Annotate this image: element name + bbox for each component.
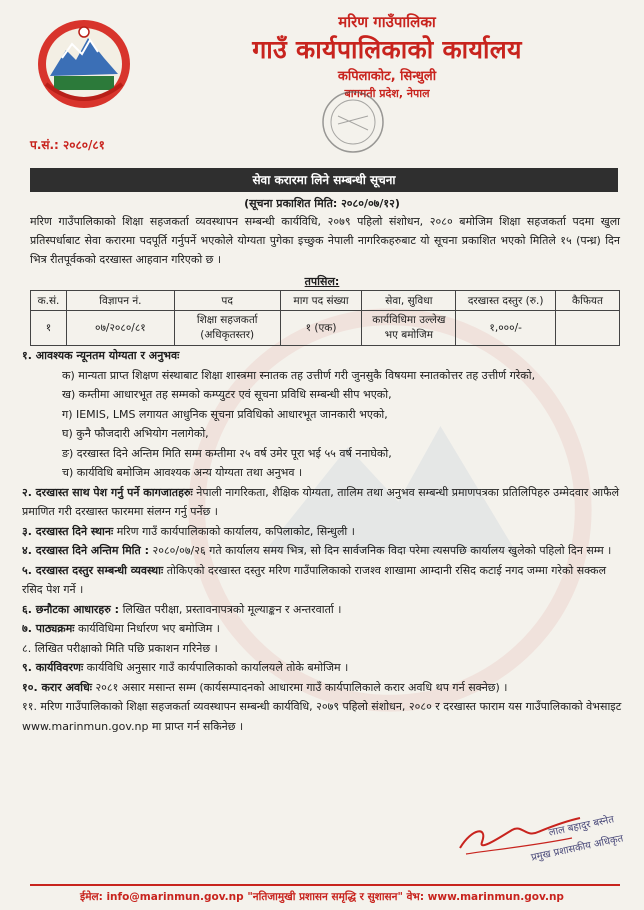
section-5-text: तोकिएको दरखास्त दस्तुर मरिण गाउँपालिकाको राजश्व शाखामा आम्दानी रसिद कटाई नगद जम्मा गरेको सक्कल रसिद पेश गर्ने । [22, 563, 607, 596]
section-9 [22, 658, 622, 678]
col-sn: क.सं. [31, 291, 67, 311]
notice-title: सेवा करारमा लिने सम्बन्धी सूचना [30, 168, 618, 192]
section-3-label: ३. दरखास्त दिने स्थानः [22, 524, 114, 538]
cell-ad-no: ०७/२०८०/८१ [66, 311, 174, 346]
table-caption: तपसिल: [304, 275, 340, 288]
section-6-text: लिखित परीक्षा, प्रस्तावनापत्रको मूल्याङ्कन र अन्तरवार्ता । [122, 602, 342, 616]
vacancy-table [30, 290, 620, 346]
signature-icon [452, 808, 592, 864]
publish-date: (सूचना प्रकाशित मिति: २०८०/०७/१२) [244, 197, 400, 210]
section-4 [22, 541, 622, 561]
section-6-label: ६. छनौटका आधारहरु : [22, 602, 120, 616]
col-count: माग पद संख्या [280, 291, 362, 311]
office-location: कपिलाकोट, सिन्धुली [337, 69, 437, 84]
section-3 [22, 522, 622, 542]
col-remarks: कैफियत [556, 291, 620, 311]
section-11: ११. मरिण गाउँपालिकाको शिक्षा सहजकर्ता व्यवस्थापन सम्बन्धी कार्यविधि, २०७९ पहिलो संशोधन, २०८० र दरखास्त फाराम यस गाउँपालिकाको वेभसाइट www.marinmun.gov.np मा प्राप्त गर्न सकिनेछ । [22, 700, 622, 733]
section-1-item-a: क) मान्यता प्राप्त शिक्षण संस्थाबाट शिक्षा शास्त्रमा स्नातक तह उत्तीर्ण गरी जुनसुकै विषयमा स्नातकोत्तर तह उत्तीर्ण गरेको, [62, 368, 536, 382]
section-1-item-c: ग) IEMIS, LMS लगायत आधुनिक सूचना प्रविधिको आधारभूत जानकारी भएको, [62, 407, 388, 421]
section-8: ८. लिखित परीक्षाको मिति पछि प्रकाशन गरिनेछ । [22, 641, 218, 655]
requirements-list [22, 346, 622, 736]
section-9-label: ९. कार्यविवरणः [22, 661, 84, 674]
reference-number: प.सं.: २०८०/८१ [30, 138, 105, 152]
office-province: बागमती प्रदेश, नेपाल [344, 87, 430, 100]
cell-facility-line2: भए बमोजिम [384, 329, 433, 341]
col-post: पद [174, 291, 280, 311]
cell-sn: १ [31, 311, 67, 346]
col-ad-no: विज्ञापन नं. [66, 291, 174, 311]
section-2 [22, 483, 622, 522]
office-stamp-icon [298, 86, 408, 156]
section-7 [22, 619, 622, 639]
signatory-title: प्रमुख प्रशासकीय अधिकृत [530, 833, 625, 864]
section-5 [22, 561, 622, 600]
intro-paragraph: मरिण गाउँपालिकाको शिक्षा सहजकर्ता व्यवस्थापन सम्बन्धी कार्यविधि, २०७९ पहिलो संशोधन, २०८० बमोजिम शिक्षा सहजकर्ता पदमा खुला प्रतिस्पर्धाबाट सेवा करारमा पदपूर्ति गर्नुपर्ने भएकोले योग्यता पुगेका इच्छुक नेपाली नागरिकहरुबाट यो सूचना प्रकाशित भएको मितिले १५ (पन्ध्र) दिन भित्र रीतपूर्वकको दरखास्त आहवान गरिएको छ । [30, 215, 620, 266]
section-4-label: ४. दरखास्त दिने अन्तिम मिति : [22, 544, 150, 557]
cell-facility-line1: कार्यविधिमा उल्लेख [372, 314, 446, 326]
cell-count: १ (एक) [280, 311, 362, 346]
office-name: मरिण गाउँपालिका [338, 13, 436, 31]
section-1-item-d: घ) कुनै फौजदारी अभियोग नलागेको, [62, 427, 209, 440]
section-4-text: २०८०/०७/२६ गते कार्यालय समय भित्र, सो दिन सार्वजनिक विदा परेमा त्यसपछि कार्यालय खुलेको पहिलो दिन सम्म । [152, 544, 612, 557]
section-5-label: ५. दरखास्त दस्तुर सम्बन्धी व्यवस्थाः [22, 563, 164, 577]
col-fee: दरखास्त दस्तुर (रु.) [456, 291, 556, 311]
section-10-text: २०८१ असार मसान्त सम्म (कार्यसम्पादनको आधारमा गाउँ कार्यपालिकाले करार अवधि थप गर्न सक्नेछ) । [95, 680, 508, 694]
col-facility: सेवा, सुविधा [362, 291, 456, 311]
office-title: गाउँ कार्यपालिकाको कार्यालय [252, 35, 522, 64]
signatory-name: लाल बहादुर बस्नेत [547, 814, 616, 839]
cell-post-line2: (अधिकृतस्तर) [200, 329, 255, 341]
footer-divider [30, 884, 620, 886]
section-1-item-f: च) कार्यविधि बमोजिम आवश्यक अन्य योग्यता तथा अनुभव । [62, 466, 303, 479]
cell-fee: १,०००/- [456, 311, 556, 346]
section-6 [22, 600, 622, 620]
footer-contact: ईमेल: info@marinmun.gov.np "नतिजामुखी प्रशासन समृद्धि र सुशासन" वेभ: www.marinmun.gov.np [80, 891, 564, 903]
cell-post-line1: शिक्षा सहजकर्ता [196, 314, 258, 326]
section-1-item-e: ङ) दरखास्त दिने अन्तिम मिति सम्म कम्तीमा २५ वर्ष उमेर पूरा भई ५५ वर्ष ननाघेको, [62, 446, 392, 460]
section-1-item-b: ख) कम्तीमा आधारभूत तह सम्मको कम्प्युटर एवं सूचना प्रविधि सम्बन्धी सीप भएको, [62, 388, 392, 401]
section-7-text: कार्यविधिमा निर्धारण भए बमोजिम । [78, 622, 220, 635]
cell-post [174, 311, 280, 346]
section-2-label: २. दरखास्त साथ पेश गर्नु पर्ने कागजातहरुः [22, 485, 193, 499]
section-7-label: ७. पाठ्यक्रमः [22, 622, 75, 635]
cell-facility [362, 311, 456, 346]
section-10 [22, 678, 622, 698]
table-row [31, 311, 620, 346]
section-3-text: मरिण गाउँ कार्यपालिकाको कार्यालय, कपिलाकोट, सिन्धुली । [116, 524, 355, 538]
cell-remarks [556, 311, 620, 346]
section-2-text: नेपाली नागरिकता, शैक्षिक योग्यता, तालिम तथा अनुभव सम्बन्धी प्रमाणपत्रका प्रतिलिपिहरु उम्मेदवार आफैले प्रमाणित गरी दरखास्त फारममा संलग्न गर्नु पर्नेछ । [22, 485, 620, 518]
section-9-text: कार्यविधि अनुसार गाउँ कार्यपालिकाको कार्यालयले तोके बमोजिम । [86, 661, 349, 674]
section-1-label: १. आवश्यक न्यूनतम योग्यता र अनुभवः [22, 349, 180, 362]
nepal-emblem-icon [32, 14, 136, 114]
section-10-label: १०. करार अवधिः [22, 680, 92, 694]
section-1-heading [22, 346, 622, 366]
table-header-row [31, 291, 620, 311]
